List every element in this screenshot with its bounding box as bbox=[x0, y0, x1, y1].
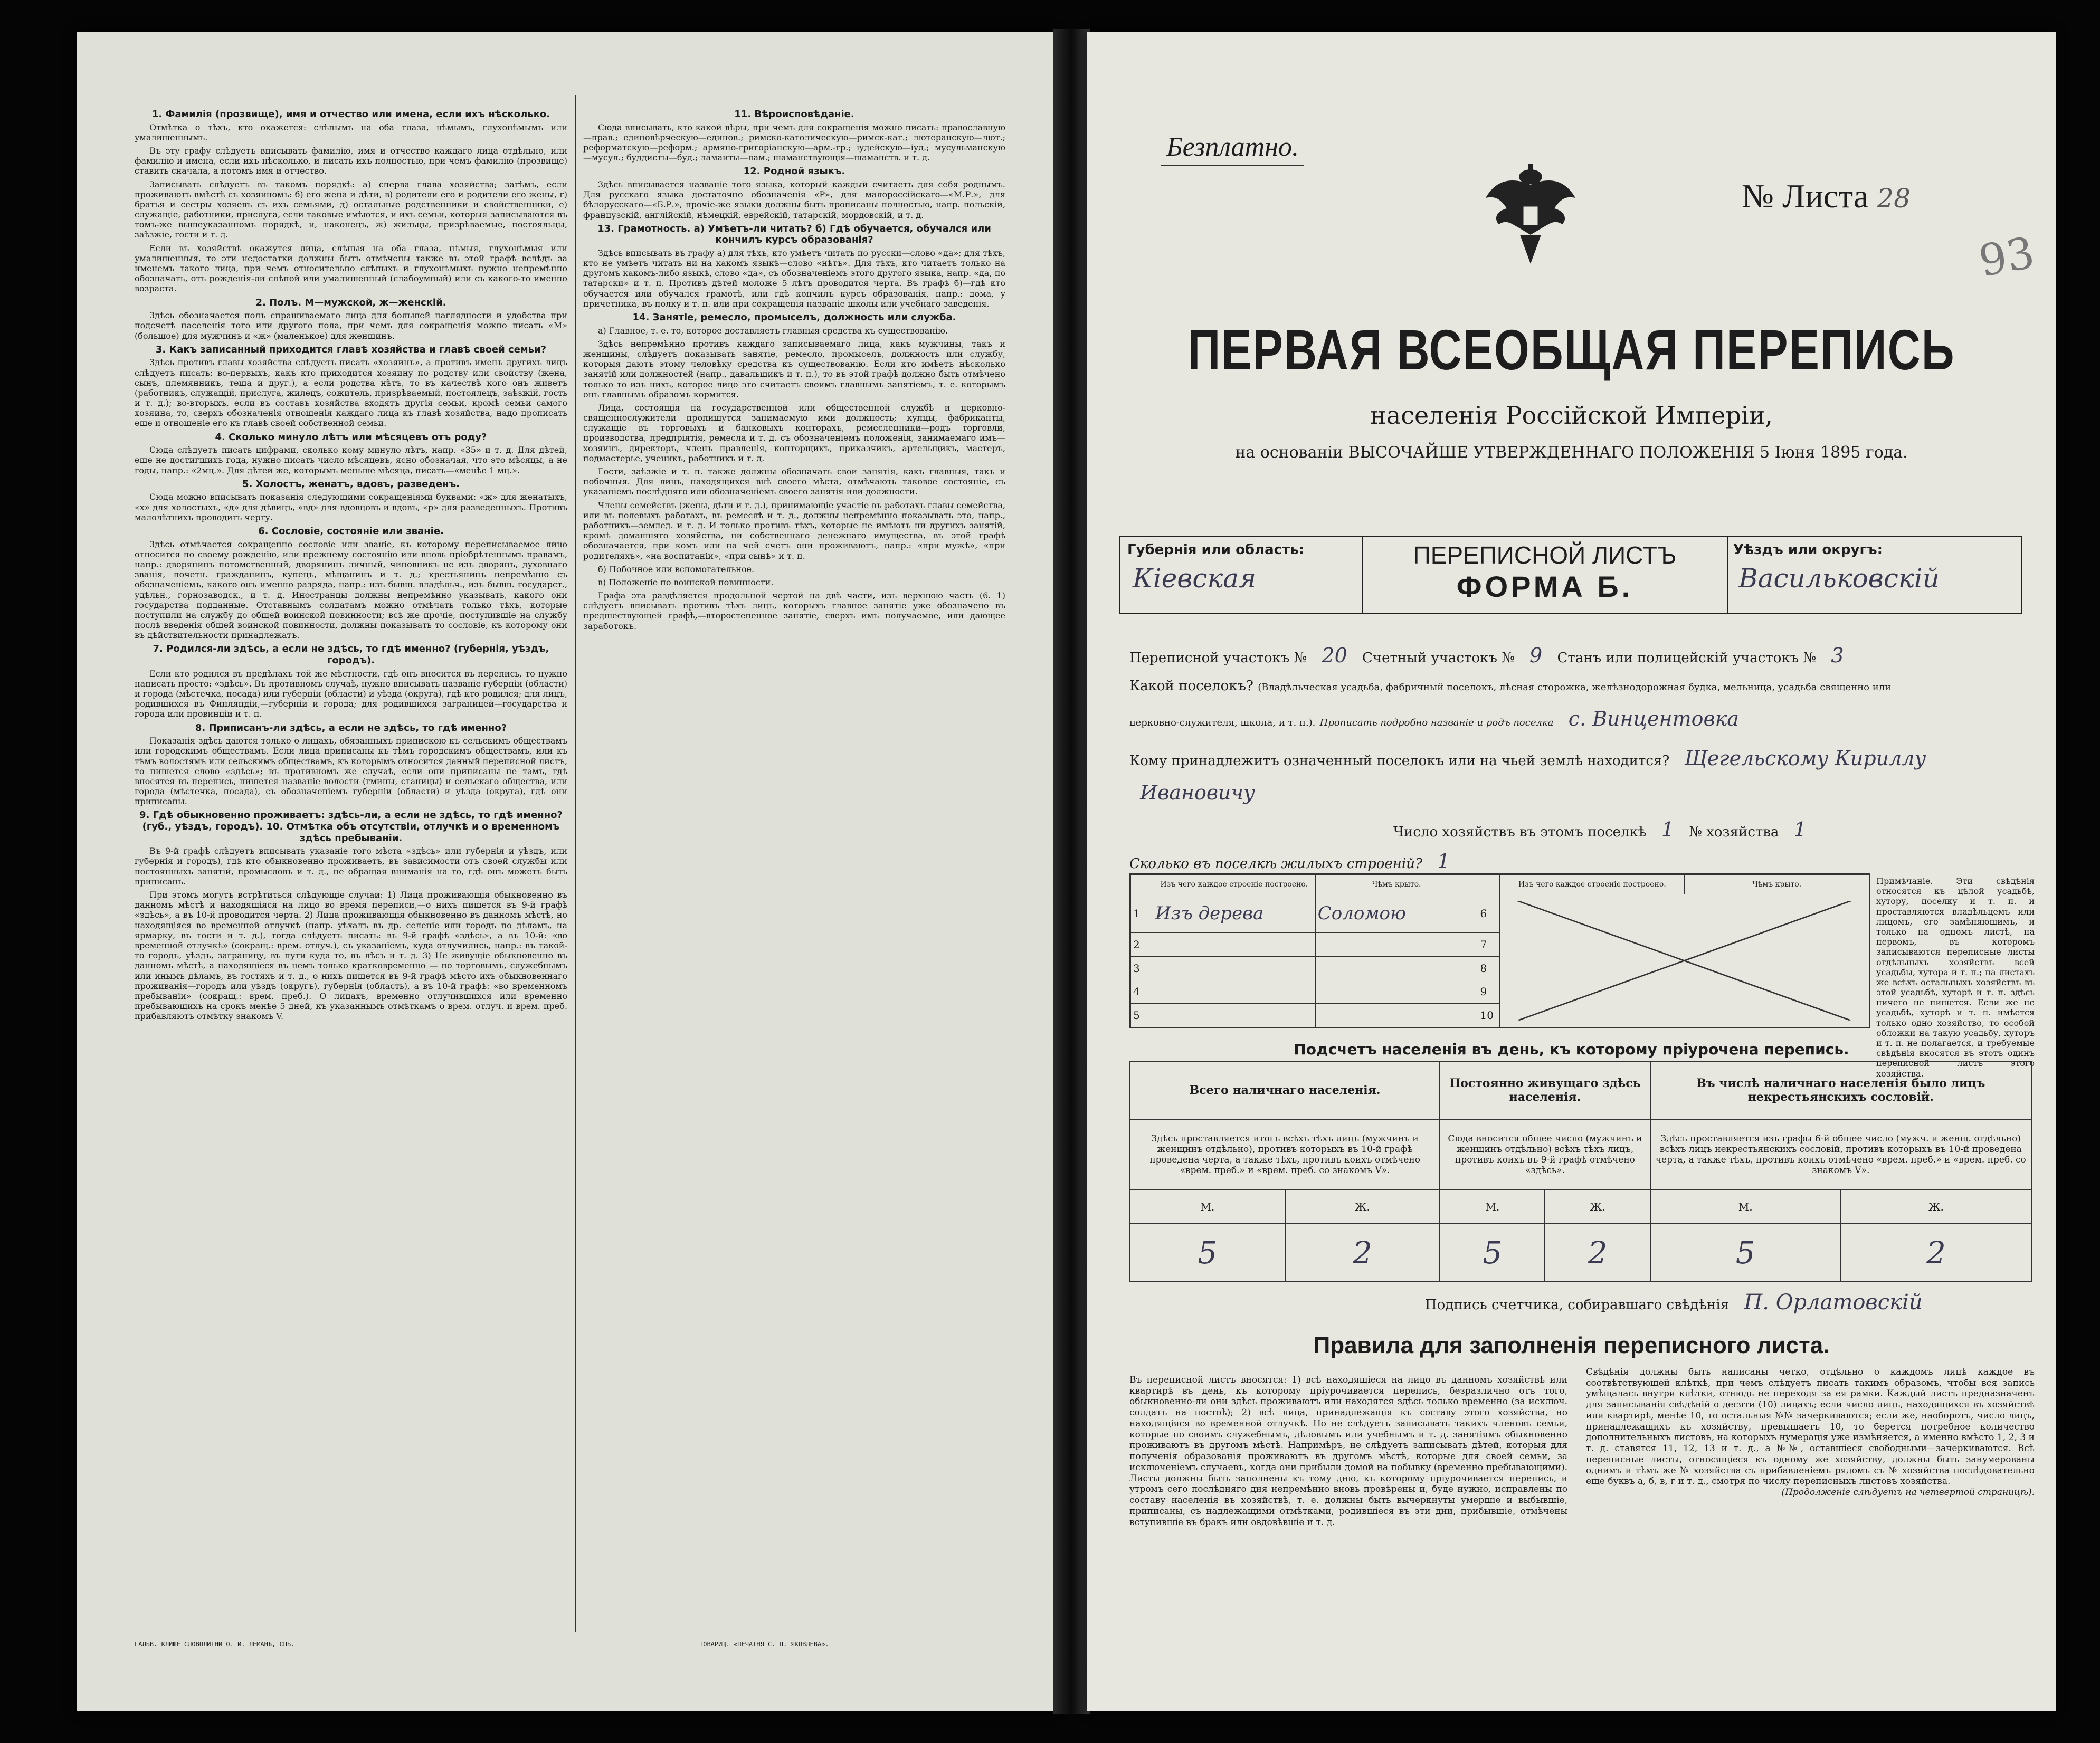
table-row bbox=[1131, 894, 1869, 933]
row-number: 1 bbox=[1131, 894, 1153, 933]
page-fold bbox=[1053, 29, 1090, 1714]
row-number: 5 bbox=[1131, 1004, 1153, 1027]
instruction-heading: 13. Грамотность. а) Умѣетъ-ли читать? б) Гдѣ обучается, обучался или кончилъ курсъ образованія? bbox=[597, 223, 991, 246]
row-number: 8 bbox=[1478, 956, 1500, 980]
permanent-male-value[interactable]: 5 bbox=[1440, 1224, 1545, 1282]
row-number: 2 bbox=[1131, 933, 1153, 957]
settlement-label: Какой поселокъ? bbox=[1129, 678, 1253, 694]
buildings-label: Сколько въ поселкѣ жилыхъ строеній? bbox=[1129, 856, 1422, 872]
settlement-hint-2: церковно-служителя, школа, и т. п.). bbox=[1129, 717, 1316, 728]
buildings-note: Примѣчаніе. Эти свѣдѣнія относятся къ цѣлой усадьбѣ, хутору, поселку и т. п. и проставляются владѣльцемъ или лицомъ, его замѣняющимъ, и только на одномъ листѣ, на первомъ, въ которомъ записываются переписные листы отдѣльныхъ хозяйствъ всей усадьбы, хутора и т. п.; на листахъ же всѣхъ остальныхъ хозяйствъ въ этой усадьбѣ, хуторѣ и т. п. здѣсь ничего не пишется. Если же не усадьбѣ, хуторѣ и т. п. имѣется только одно хозяйство, то особой обложки на такую усадьбу, хуторъ и т. п. не полагается, и требуемые свѣдѣнія вносятся въ этотъ одинъ переписной листъ этого хозяйства. bbox=[1876, 876, 2035, 1079]
instruction-heading: 1. Фамилія (прозвище), имя и отчество или имена, если ихъ нѣсколько. bbox=[151, 109, 550, 120]
owner-value[interactable]: Щегельскому Кириллу bbox=[1674, 747, 1937, 770]
instruction-paragraph: б) Побочное или вспомогательное. bbox=[598, 564, 755, 574]
instruction-section bbox=[583, 223, 1005, 309]
row-number: 7 bbox=[1478, 933, 1500, 957]
signature-label: Подпись счетчика, собиравшаго свѣдѣнія bbox=[1425, 1297, 1730, 1313]
pencil-archive-number: 93 bbox=[1975, 227, 2038, 287]
district-value[interactable]: Васильковскій bbox=[1738, 563, 1940, 594]
instruction-heading: 4. Сколько минуло лѣтъ или мѣсяцевъ отъ роду? bbox=[215, 431, 487, 443]
instruction-heading: 6. Сословіе, состояніе или званіе. bbox=[258, 525, 444, 537]
instruction-paragraph: Здѣсь противъ главы хозяйства слѣдуетъ писать «хозяинъ», а противъ именъ другихъ лицъ слѣдуетъ писать: во-первыхъ, какъ кто приходится хозяину по родству или свойству (жена, сынъ, племянникъ, теща и друг.), а если родства нѣтъ, то въ качествѣ кого онъ живетъ (работникъ, служащій, прислуга, жилецъ, сожитель, призрѣваемый, постоялецъ, заѣзжій, гость и т. д.); во-вторыхъ, если въ составъ хозяйства входятъ другія семьи, кромѣ семьи самого хозяина, то, сверхъ обозначенія отношенія каждаго лица къ главѣ хозяйства, надо прописать еще и отношеніе его къ главѣ своей собственной семьи. bbox=[135, 357, 567, 428]
row-number: 10 bbox=[1478, 1004, 1500, 1027]
buildings-header-material: Изъ чего каждое строеніе построено. bbox=[1153, 875, 1315, 894]
printer-imprint-right: ТОВАРИЩ. «ПЕЧАТНЯ С. П. ЯКОВЛЕВА». bbox=[699, 1641, 829, 1648]
non-peasant-header: Въ числѣ наличнаго населенія было лицъ некрестьянскихъ сословій. bbox=[1650, 1061, 2031, 1119]
permanent-residents-header: Постоянно живущаго здѣсь населенія. bbox=[1440, 1061, 1650, 1119]
form-title: ПЕРЕПИСНОЙ ЛИСТЪ bbox=[1413, 541, 1677, 569]
printer-imprint-left: ГАЛЬВ. КЛИШЕ СЛОВОЛИТНИ О. И. ЛЕМАНЪ, СПБ. bbox=[135, 1641, 295, 1648]
settlement-hint-3: Прописать подробно названіе и родъ поселка bbox=[1319, 717, 1554, 728]
population-count-table bbox=[1129, 1061, 2032, 1282]
instruction-section bbox=[135, 643, 567, 719]
instruction-paragraph: в) Положеніе по воинской повинности. bbox=[598, 577, 774, 587]
instruction-heading: 2. Полъ. М—мужской, ж—женскій. bbox=[255, 297, 446, 308]
count-precinct-value[interactable]: 9 bbox=[1519, 644, 1553, 667]
instruction-paragraph: Если въ хозяйствѣ окажутся лица, слѣпыя на оба глаза, нѣмыя, глухонѣмыя или умалишенныя, то эти недостатки должны быть отмѣчены также въ этой графѣ вслѣдъ за именемъ такого лица, при чемъ относительно слѣпыхъ и глухонѣмыхъ нужно непремѣнно обозначать, отъ рожденія-ли слѣпой или умалишенный (слабоумный) или съ какого-то именно возраста. bbox=[135, 243, 567, 294]
instruction-paragraph: Графа эта раздѣляется продольной чертой на двѣ части, изъ верхнюю часть (6. 1) слѣдуетъ вписывать противъ тѣхъ лицъ, которыхъ главное занятіе уже обозначено въ предшествующей графѣ,—второстепенное занятіе, сверхъ имъ получаемое, или дающее заработокъ. bbox=[583, 590, 1005, 631]
household-line bbox=[1129, 818, 2024, 841]
instruction-section bbox=[135, 526, 567, 640]
instruction-paragraph: Показанія здѣсь даются только о лицахъ, обязанныхъ припискою къ сельскимъ обществамъ или городскимъ обществамъ. Если лица приписаны къ тѣмъ городскимъ обществамъ, или къ тѣмъ волостямъ или сельскимъ обществамъ, къ которымъ относится данный переписной листъ, то пишется слово «здѣсь»; въ противномъ же случаѣ, если они приписаны не тамъ, гдѣ вносятся въ перепись, пишется названіе волости (гмины, станицы) и сельскаго общества, или города (мѣстечка, посада), съ обозначеніемъ губерніи (области) и уѣзда (округа), гдѣ они приписаны. bbox=[135, 736, 567, 807]
instruction-heading: 11. Вѣроисповѣданіе. bbox=[734, 109, 854, 120]
instruction-paragraph: Отмѣтка о тѣхъ, кто окажется: слѣпымъ на оба глаза, нѣмымъ, глухонѣмымъ или умалишеннымъ. bbox=[135, 122, 567, 142]
buildings-header-material-2: Изъ чего каждое строеніе построено. bbox=[1500, 875, 1685, 894]
female-header: Ж. bbox=[1545, 1190, 1650, 1224]
instruction-section bbox=[135, 344, 567, 428]
settlement-hint: (Владѣльческая усадьба, фабричный поселокъ, лѣсная сторожка, желѣзнодорожная будка, мельница, усадьба священно или bbox=[1258, 682, 1892, 693]
province-box bbox=[1119, 536, 1363, 614]
precinct-line bbox=[1129, 644, 2024, 667]
instruction-paragraph: Члены семействъ (жены, дѣти и т. д.), принимающіе участіе въ работахъ главы семейства, или въ полевыхъ работахъ, въ ремеслѣ и т. д., должны непремѣнно показывать это, напр., работникъ—землед. и т. д. И только противъ тѣхъ, которые не имѣютъ ни другихъ занятій, кромѣ домашняго хозяйства, ни собственнаго денежнаго имущества, въ этой графѣ обозначается, при комъ или на чей счетъ они проживаютъ, напр.: «при мужѣ», «при родителяхъ», «на воспитаніи», «при сынѣ» и т. п. bbox=[583, 500, 1005, 561]
left-page-instructions bbox=[77, 32, 1056, 1711]
rules-text-right bbox=[1586, 1367, 2035, 1736]
census-precinct-label: Переписной участокъ № bbox=[1129, 650, 1307, 666]
instruction-section bbox=[135, 297, 567, 341]
instruction-paragraph: Лица, состоящія на государственной или общественной службѣ и церковно-священнослужители пропишутся занимаемую ими должность; купцы, фабриканты, служащіе въ торговыхъ и банковыхъ конторахъ, ремесленники—родъ торговли, производства, предпріятія, ремесла и т. д. съ обозначеніемъ положенія, занимаемаго имъ—хозяинъ, директоръ, членъ правленія, конторщикъ, приказчикъ, артельщикъ, мастеръ, подмастерье, ученикъ, работникъ и т. д. bbox=[583, 402, 1005, 463]
instruction-paragraph: Здѣсь вписывается названіе того языка, который каждый считаетъ для себя роднымъ. Для русскаго языка достаточно обозначенія «Р», для малороссійскаго—«М.Р.», для бѣлорусскаго—«Б.Р.», прочіе-же языки должны быть прописаны полностью, напр. польскій, французскій, англійскій, нѣмецкій, еврейскій, татарскій, мордовскій, и т. д. bbox=[583, 179, 1005, 220]
buildings-header-roof: Чѣмъ крыто. bbox=[1315, 875, 1478, 894]
census-title: ПЕРВАЯ ВСЕОБЩАЯ ПЕРЕПИСЬ bbox=[1187, 318, 1955, 382]
instructions-column-2 bbox=[583, 106, 1005, 1616]
total-present-header: Всего наличнаго населенія. bbox=[1130, 1061, 1440, 1119]
instruction-heading: 12. Родной языкъ. bbox=[743, 166, 845, 177]
instruction-paragraph: Сюда можно вписывать показанія следующими сокращеніями буквами: «ж» для женатыхъ, «х» для холостыхъ, «д» для дѣвицъ, «вд» для вдовцовъ и вдовъ, «р» для разведенныхъ. Противъ малолѣтнихъ проводить черту. bbox=[135, 492, 567, 522]
owner-line bbox=[1129, 747, 2024, 770]
total-male-value[interactable]: 5 bbox=[1130, 1224, 1285, 1282]
rules-continued-note: (Продолженіе слѣдуетъ на четвертой страницѣ). bbox=[1781, 1487, 2035, 1498]
free-of-charge-label: Безплатно. bbox=[1161, 129, 1304, 166]
buildings-value[interactable]: 1 bbox=[1427, 850, 1460, 873]
province-value[interactable]: Кіевская bbox=[1133, 563, 1257, 594]
district-box bbox=[1726, 536, 2022, 614]
population-count-title: Подсчетъ населенія въ день, къ которому пріурочена перепись. bbox=[1294, 1041, 1849, 1058]
rules-text-right-body: Свѣдѣнія должны быть написаны четко, отдѣльно о каждомъ лицѣ каждое въ соотвѣтствующей клѣткѣ, при чемъ слѣдуетъ писать такимъ образомъ, чтобы вся запись умѣщалась внутри клѣтки, отнюдь не переходя за ея рамки. Каждый листъ предназначенъ для записыванія свѣдѣній о десяти (10) лицахъ; если число лицъ, находящихся въ хозяйствѣ или квартирѣ, менѣе 10, то остальныя №№ зачеркиваются; если же, наоборотъ, число лицъ, принадлежащихъ къ хозяйству, превышаетъ 10, то берется потребное количество дополнительныхъ листовъ, на которыхъ нумерація уже измѣняется, а именно вмѣсто 1, 2, 3 и т. д. ставятся 11, 12, 13 и т. д., а №№, оставшіеся свободными—зачеркиваются. Всѣ переписные листы, относящіеся къ одному же хозяйству, должны быть занумерованы однимъ и тѣмъ же № хозяйства съ прибавленіемъ рядомъ съ № хозяйства послѣдовательно еще буквъ а, б, в, г и т. д., смотря по числу переписныхъ листовъ хозяйства. bbox=[1586, 1367, 2035, 1487]
column-divider bbox=[575, 95, 576, 1632]
instruction-heading: 9. Гдѣ обыкновенно проживаетъ: здѣсь-ли, а если не здѣсь, то гдѣ именно? (губ., уѣздъ, городъ). 10. Отмѣтка объ отсутствіи, отлучкѣ и о временномъ здѣсь пребываніи. bbox=[139, 809, 563, 844]
instruction-section bbox=[135, 109, 567, 294]
households-count-label: Число хозяйствъ въ этомъ поселкѣ bbox=[1393, 824, 1647, 840]
instruction-paragraph: Въ эту графу слѣдуетъ вписывать фамилію, имя и отчество каждаго лица отдѣльно, или фамилію и имена, если ихъ нѣсколько, и писать ихъ полностью, при чемъ фамилію (прозвище) ставить сначала, а потомъ имя и отчество. bbox=[135, 145, 567, 176]
instruction-section bbox=[583, 312, 1005, 631]
instruction-paragraph: Записывать слѣдуетъ въ такомъ порядкѣ: а) сперва глава хозяйства; затѣмъ, если проживаютъ вмѣстѣ съ хозяиномъ: б) его жена и дѣти, в) родители его и родители его жены, г) братья и сестры хозяевъ съ ихъ семьями, д) остальные родственники и свойственники, е) служащіе, работники, прислуга, если таковые имѣются, и ихъ семьи, которыя записываются въ томъ-же вышеуказанномъ порядкѣ, и, наконецъ, ж) жильцы, призрѣваемые, постояльцы, заѣзжіе, гости и т. д. bbox=[135, 179, 567, 240]
instruction-section bbox=[583, 109, 1005, 163]
household-number-label: № хозяйства bbox=[1689, 824, 1779, 840]
police-precinct-value[interactable]: 3 bbox=[1820, 644, 1854, 667]
settlement-line-2 bbox=[1129, 707, 2024, 730]
rules-text-left: Въ переписной листъ вносятся: 1) всѣ находящіеся на лицо въ данномъ хозяйствѣ или квартирѣ въ день, къ которому пріурочивается перепись, безразлично отъ того, обыкновенно-ли они здѣсь проживаютъ или находятся здѣсь только временно (за исключ. солдатъ на постоѣ); 2) всѣ лица, принадлежащія къ составу этого хозяйства, но находящіяся во временной отлучкѣ. Но не слѣдуетъ записывать такихъ членовъ семьи, которые по своимъ служебнымъ, дѣловымъ или учебнымъ и т. д. занятіямъ обыкновенно проживаютъ въ другомъ мѣстѣ. Напримѣръ, не слѣдуетъ записывать дѣтей, которыя для полученія образованія проживаютъ въ другомъ мѣстѣ, которые для своей семьи, за исключеніемъ случаевъ, когда они прибыли домой на побывку (временно пребывающими). Листы должны быть заполнены къ тому дню, къ которому пріурочивается перепись, и утромъ сего послѣдняго дня непремѣнно вновь провѣрены и, буде нужно, исправлены по составу населенія въ хозяйствѣ, т. е. должны быть вычеркнуты умершіе и выбывшіе, приписаны, съ надлежащими отмѣтками, родившіеся въ эти дни, прибывшіе, отмѣчены вступившіе въ бракъ или овдовѣвшіе и т. д. bbox=[1129, 1375, 1567, 1528]
non-peasant-male-value[interactable]: 5 bbox=[1650, 1224, 1841, 1282]
instruction-paragraph: Здѣсь непремѣнно противъ каждаго записываемаго лица, какъ мужчины, такъ и женщины, слѣдуетъ показывать занятіе, ремесло, промыселъ, должность или службу, которыя даютъ этому человѣку средства къ существованію. Если кто имѣетъ нѣсколько занятій или должностей (напр., давальщикъ и т. п.), то въ этой графѣ должно быть отмѣчено только то изъ нихъ, которое лицо это считаетъ своимъ главнымъ занятіемъ, т. е. которымъ онъ главнымъ образомъ кормится. bbox=[583, 338, 1005, 399]
instruction-heading: 5. Холостъ, женатъ, вдовъ, разведенъ. bbox=[242, 478, 460, 490]
rules-title: Правила для заполненія переписного листа. bbox=[1313, 1332, 1830, 1358]
instruction-paragraph: Въ 9-й графѣ слѣдуетъ вписывать указаніе того мѣста «здѣсь» или губернія и уѣздъ, или губернія и городъ), гдѣ кто обыкновенно проживаетъ, въ зависимости отъ своей службы или постоянныхъ занятій, промысловъ и т. д., не обращая вниманія на то, гдѣ онъ можетъ быть приписанъ. bbox=[135, 846, 567, 887]
row-number: 6 bbox=[1478, 894, 1500, 933]
household-number-value[interactable]: 1 bbox=[1783, 818, 1817, 841]
instruction-heading: 7. Родился-ли здѣсь, а если не здѣсь, то гдѣ именно? (губернія, уѣздъ, городъ). bbox=[153, 643, 549, 666]
right-page-census-form bbox=[1087, 32, 2056, 1711]
instruction-paragraph: Здѣсь вписывать въ графу а) для тѣхъ, кто умѣетъ читать по русски—слово «да»; для тѣхъ, кто не умѣетъ читать ни на какомъ языкѣ—слово «нѣтъ». Для тѣхъ, кто читаетъ только на другомъ какомъ-либо языкѣ, слово «да», съ обозначеніемъ этого другого языка, напр. «да, по татарски» и т. п. Противъ дѣтей моложе 5 лѣтъ проводится черта. Въ графѣ б)—гдѣ кто обучается или обучался грамотѣ, или гдѣ кончилъ курсъ образованія, напр.: дома, у причетника, въ полку и т. п. или при сокращенія названіе школы или учебнаго заведенія. bbox=[583, 247, 1005, 309]
instruction-paragraph: Если кто родился въ предѣлахъ той же мѣстности, гдѣ онъ вносится въ перепись, то нужно написать просто: «здѣсь». Въ противномъ случаѣ, нужно вписывать названіе губерніи (области) и города (мѣстечка, посада) или губерніи (области) и уѣзда (округа), гдѣ кто родился; для лицъ, родившихся въ Финляндіи,—губерніи и города; для родившихся заграницей—государства и города или провинціи и т. п. bbox=[135, 668, 567, 719]
building-material-value[interactable]: Изъ дерева bbox=[1153, 894, 1315, 933]
instruction-section bbox=[135, 479, 567, 522]
total-female-value[interactable]: 2 bbox=[1285, 1224, 1440, 1282]
instruction-section bbox=[135, 722, 567, 807]
owner-label: Кому принадлежитъ означенный поселокъ или на чьей землѣ находится? bbox=[1129, 753, 1670, 769]
province-label: Губернія или область: bbox=[1127, 542, 1304, 558]
instruction-paragraph: Сюда слѣдуетъ писать цифрами, сколько кому минуло лѣтъ, напр. «35» и т. д. Для дѣтей, еще не достигшихъ года, нужно писать число мѣсяцевъ, ясно обозначая, что это мѣсяцы, а не годы, напр.: «2мц.». Для дѣтей же, которымъ меньше мѣсяца, писать—«менѣе 1 мц.». bbox=[135, 445, 567, 475]
census-precinct-value[interactable]: 20 bbox=[1311, 644, 1357, 667]
instruction-section bbox=[135, 432, 567, 475]
instruction-paragraph: Здѣсь обозначается полъ спрашиваемаго лица для большей наглядности и удобства при подсчетѣ населенія того или другого пола, при чемъ для сокращенія можно писать «М» (большое) для мужчинъ и «ж» (маленькое) для женщинъ. bbox=[135, 310, 567, 341]
permanent-residents-desc: Сюда вносится общее число (мужчинъ и женщинъ отдѣльно) всѣхъ тѣхъ лицъ, противъ коихъ въ 9-й графѣ отмѣчено «здѣсь». bbox=[1440, 1119, 1650, 1190]
instruction-section bbox=[135, 809, 567, 1021]
buildings-header-roof-2: Чѣмъ крыто. bbox=[1685, 875, 1869, 894]
form-type: ФОРМА Б. bbox=[1456, 570, 1633, 603]
male-header: М. bbox=[1650, 1190, 1841, 1224]
owner-value-2[interactable]: Ивановичу bbox=[1129, 781, 1266, 804]
settlement-value[interactable]: с. Винцентовка bbox=[1558, 707, 1750, 730]
buildings-line bbox=[1129, 850, 2024, 873]
sheet-number-value: 28 bbox=[1877, 183, 1911, 214]
instruction-section bbox=[583, 166, 1005, 220]
census-subtitle: населенія Россійской Имперіи, bbox=[1370, 401, 1773, 430]
permanent-female-value[interactable]: 2 bbox=[1545, 1224, 1650, 1282]
form-title-box bbox=[1362, 536, 1728, 614]
row-number: 4 bbox=[1131, 980, 1153, 1004]
double-headed-eagle-emblem-icon bbox=[1480, 161, 1581, 266]
row-number: 3 bbox=[1131, 956, 1153, 980]
sheet-number bbox=[1742, 177, 1911, 216]
instruction-paragraph: При этомъ могутъ встрѣтиться слѣдующіе случаи: 1) Лица проживающія обыкновенно въ данномъ мѣстѣ и находящіяся на лицо во время переписи,—о нихъ пишется въ 9-й графѣ «здѣсь», а въ 10-й проводится черта. 2) Лица проживающія обыкновенно въ данномъ мѣстѣ, но находящіяся во временной отлучкѣ (напр. уѣхалъ въ др. селеніе или городъ по дѣламъ, на ярмарку, въ гости и т. д.), тогда слѣдуетъ писать: въ 9-й графѣ «здѣсь», а въ 10-й: «во временной отлучкѣ» (сокращ.: врем. отлуч.), съ указаніемъ, куда отлучились, напр.: въ такой-то городъ, уѣздъ, заграницу, въ пути куда то, въ лѣсъ и т. д. 3) Не живущіе обыкновенно въ данномъ мѣстѣ, а находящіеся въ немъ только кратковременно — по торговымъ, служебнымъ или инымъ дѣламъ, въ гостяхъ и т. д., о нихъ пишется въ 9-й графѣ мѣсто ихъ обыкновеннаго проживанія—городъ или уѣздъ (округъ), губернія (область), а въ 10-й графѣ: «во временномъ пребываніи» (сокращ.: врем. преб.). О лицахъ, временно отлучившихся или временно пребывающихъ на срокъ менѣе 5 дней, къ указаннымъ отмѣткамъ о врем. отлуч. и врем. преб. прибавляютъ отмѣтку знакомъ V. bbox=[135, 890, 567, 1022]
enumerator-signature-line bbox=[1425, 1290, 1923, 1315]
instruction-heading: 14. Занятіе, ремесло, промыселъ, должность или служба. bbox=[632, 312, 956, 323]
instructions-column-1 bbox=[135, 106, 567, 1616]
sheet-number-label: № Листа bbox=[1742, 177, 1869, 215]
instruction-heading: 8. Приписанъ-ли здѣсь, а если не здѣсь, то гдѣ именно? bbox=[195, 722, 507, 734]
crossed-out-area bbox=[1500, 894, 1869, 1027]
count-precinct-label: Счетный участокъ № bbox=[1362, 650, 1515, 666]
cross-out-mark bbox=[1500, 894, 1869, 1027]
households-count-value[interactable]: 1 bbox=[1651, 818, 1685, 841]
building-roof-value[interactable]: Соломою bbox=[1315, 894, 1478, 933]
settlement-line bbox=[1129, 678, 2024, 694]
signature-value[interactable]: П. Орлатовскій bbox=[1744, 1290, 1923, 1315]
row-number: 9 bbox=[1478, 980, 1500, 1004]
non-peasant-female-value[interactable]: 2 bbox=[1841, 1224, 2031, 1282]
male-header: М. bbox=[1130, 1190, 1285, 1224]
female-header: Ж. bbox=[1841, 1190, 2031, 1224]
owner-line-2 bbox=[1129, 781, 2024, 804]
instruction-paragraph: а) Главное, т. е. то, которое доставляетъ главныя средства къ существованію. bbox=[598, 325, 948, 336]
instruction-heading: 3. Какъ записанный приходится главѣ хозяйства и главѣ своей семьи? bbox=[155, 344, 547, 355]
police-precinct-label: Станъ или полицейскій участокъ № bbox=[1557, 650, 1817, 666]
buildings-table bbox=[1129, 873, 1870, 1028]
instruction-paragraph: Сюда вписывать, кто какой вѣры, при чемъ для сокращенія можно писать: православную—прав.; единовѣрческую—единов.; римско-католическую—римск-кат.; лютеранскую—лют.; реформатскую—реформ.; армяно-григоріанскую—арм.-гр.; іудейскую—іуд.; мусульманскую—мусул.; буддисты—буд.; ламаиты—лам.; шаманствующія—шаманств. и т. д. bbox=[583, 122, 1005, 163]
instruction-paragraph: Здѣсь отмѣчается сокращенно сословіе или званіе, къ которому переписываемое лицо относится по своему рожденію, или прежнему состоянію или вновь пріобрѣтеннымъ правамъ, напр.: дворянинъ потомственный, дворянинъ личный, чиновникъ не изъ дворянъ, духовнаго званія, почетн. гражданинъ, купецъ, мѣщанинъ и т. д.; крестьянинъ непремѣнно съ обозначеніемъ, какого онъ именно разряда, напр.: изъ бывш. владѣльч., изъ бывш. государст., удѣльн., горнозаводск., и т. д. Иностранцы должны непремѣнно указывать, какого они государства подданные. Отставнымъ солдатамъ можно отмѣчать только тѣхъ, которые поступили на службу до общей воинской повинности; всѣ же прочіе, поступившіе на службу послѣ введенія общей воинской повинности, должны показывать то сословіе, къ которому они въ дѣйствительности принадлежатъ. bbox=[135, 539, 567, 641]
male-header: М. bbox=[1440, 1190, 1545, 1224]
instruction-paragraph: Гости, заѣзжіе и т. п. также должны обозначать свои занятія, какъ главныя, такъ и побочныя. Для лицъ, находящихся внѣ своего мѣста, отмѣчають таковое состояніе, съ указаніемъ послѣдняго или обозначеніемъ своего занятія или должности. bbox=[583, 466, 1005, 497]
female-header: Ж. bbox=[1285, 1190, 1440, 1224]
non-peasant-desc: Здѣсь проставляется изъ графы 6-й общее число (мужч. и женщ. отдѣльно) всѣхъ лицъ некрестьянскихъ сословій, противъ которыхъ въ 10-й проведена черта, а также тѣхъ, противъ коихъ отмѣчено «врем. преб.» и «врем. преб. со знакомъ V». bbox=[1650, 1119, 2031, 1190]
census-decree-line: на основаніи ВЫСОЧАЙШЕ УТВЕРЖДЕННАГО ПОЛОЖЕНІЯ 5 Іюня 1895 года. bbox=[1235, 443, 1908, 462]
district-label: Уѣздъ или округъ: bbox=[1733, 542, 1883, 558]
total-present-desc: Здѣсь проставляется итогъ всѣхъ тѣхъ лицъ (мужчинъ и женщинъ отдѣльно), противъ которыхъ въ 10-й графѣ проведена черта, а также тѣхъ, противъ коихъ отмѣчено «врем. преб.» и «врем. преб. со знакомъ V». bbox=[1130, 1119, 1440, 1190]
